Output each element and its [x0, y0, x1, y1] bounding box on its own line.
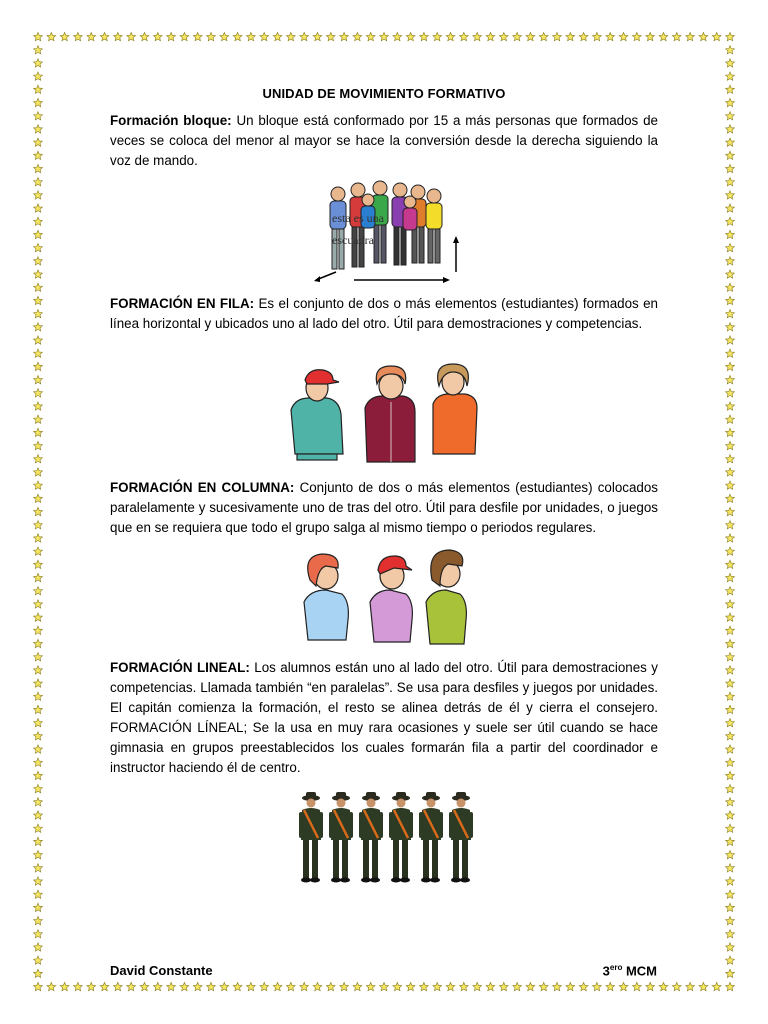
star-icon — [326, 982, 335, 990]
block-formation-illustration — [306, 180, 472, 286]
star-icon — [34, 217, 43, 225]
star-icon — [34, 560, 43, 568]
footer-grade — [603, 963, 657, 978]
star-icon — [460, 32, 469, 40]
star-icon — [726, 969, 735, 977]
star-icon — [726, 521, 735, 529]
star-icon — [646, 982, 655, 990]
star-icon — [726, 230, 735, 238]
star-icon — [486, 32, 495, 40]
star-icon — [34, 125, 43, 133]
star-icon — [513, 982, 522, 990]
star-icon — [34, 719, 43, 727]
star-icon — [499, 982, 508, 990]
star-icon — [726, 217, 735, 225]
star-icon — [420, 982, 429, 990]
star-icon — [34, 930, 43, 938]
star-icon — [34, 705, 43, 713]
star-icon — [47, 32, 56, 40]
star-icon — [300, 32, 309, 40]
section-formacion-bloque — [110, 111, 658, 171]
star-icon — [34, 903, 43, 911]
star-icon — [34, 969, 43, 977]
star-icon — [726, 46, 735, 54]
star-icon — [127, 982, 136, 990]
star-icon — [233, 982, 242, 990]
star-icon — [100, 32, 109, 40]
star-icon — [726, 771, 735, 779]
star-icon — [726, 389, 735, 397]
star-icon — [726, 59, 735, 67]
star-icon — [34, 587, 43, 595]
star-icon — [34, 112, 43, 120]
star-icon — [34, 521, 43, 529]
star-icon — [127, 32, 136, 40]
star-icon — [313, 982, 322, 990]
star-icon — [726, 415, 735, 423]
star-icon — [47, 982, 56, 990]
column-formation-illustration — [290, 546, 480, 650]
star-icon — [726, 982, 735, 990]
star-icon — [207, 32, 216, 40]
star-icon — [34, 494, 43, 502]
star-icon — [726, 441, 735, 449]
star-icon — [34, 296, 43, 304]
star-icon — [180, 982, 189, 990]
star-icon — [34, 349, 43, 357]
star-icon — [34, 310, 43, 318]
star-icon — [313, 32, 322, 40]
star-icon — [233, 32, 242, 40]
star-icon — [646, 32, 655, 40]
star-icon — [34, 59, 43, 67]
star-icon — [726, 164, 735, 172]
star-icon — [34, 244, 43, 252]
section-heading: FORMACIÓN LINEAL: — [110, 660, 250, 675]
star-icon — [460, 982, 469, 990]
star-icon — [726, 547, 735, 555]
star-icon — [433, 32, 442, 40]
star-icon — [659, 982, 668, 990]
star-icon — [566, 32, 575, 40]
star-icon — [486, 982, 495, 990]
star-icon — [726, 613, 735, 621]
star-icon — [153, 982, 162, 990]
star-icon — [34, 798, 43, 806]
section-heading: FORMACIÓN EN COLUMNA: — [110, 480, 295, 495]
star-icon — [380, 32, 389, 40]
image-overlay-text-2: escuadra — [332, 233, 374, 247]
star-icon — [726, 323, 735, 331]
star-icon — [712, 32, 721, 40]
star-icon — [34, 204, 43, 212]
soldier-icon — [449, 792, 473, 883]
star-icon — [726, 270, 735, 278]
star-icon — [140, 32, 149, 40]
star-icon — [393, 32, 402, 40]
star-icon — [539, 32, 548, 40]
star-icon — [34, 270, 43, 278]
grade-suffix: ero — [609, 963, 623, 972]
star-icon — [34, 785, 43, 793]
star-icon — [60, 982, 69, 990]
star-icon — [34, 257, 43, 265]
star-icon — [34, 811, 43, 819]
section-heading: FORMACIÓN EN FILA: — [110, 296, 255, 311]
star-icon — [34, 824, 43, 832]
star-icon — [473, 982, 482, 990]
star-icon — [34, 507, 43, 515]
star-icon — [34, 428, 43, 436]
star-icon — [726, 310, 735, 318]
star-icon — [686, 982, 695, 990]
star-icon — [34, 745, 43, 753]
star-icon — [726, 534, 735, 542]
star-icon — [726, 745, 735, 753]
star-icon — [34, 481, 43, 489]
star-icon — [593, 32, 602, 40]
star-icon — [260, 32, 269, 40]
star-icon — [34, 72, 43, 80]
star-icon — [726, 705, 735, 713]
star-icon — [260, 982, 269, 990]
star-icon — [420, 32, 429, 40]
star-icon — [366, 982, 375, 990]
star-icon — [34, 732, 43, 740]
section-text: Es el conjunto de dos o más elementos (estudiantes) formados en línea horizontal y ubicados uno al lado del otro. Útil para demostraciones y competencias. — [110, 296, 658, 331]
star-icon — [34, 877, 43, 885]
star-icon — [34, 455, 43, 463]
star-icon — [726, 785, 735, 793]
star-icon — [34, 851, 43, 859]
star-icon — [726, 560, 735, 568]
star-icon — [726, 191, 735, 199]
star-icon — [726, 362, 735, 370]
star-icon — [34, 402, 43, 410]
star-icon — [726, 851, 735, 859]
star-icon — [473, 32, 482, 40]
star-icon — [539, 982, 548, 990]
star-icon — [406, 32, 415, 40]
star-icon — [100, 982, 109, 990]
star-icon — [34, 468, 43, 476]
star-icon — [273, 982, 282, 990]
star-icon — [446, 982, 455, 990]
star-icon — [726, 507, 735, 515]
star-icon — [34, 441, 43, 449]
star-icon — [726, 178, 735, 186]
footer-author: David Constante — [110, 963, 213, 978]
star-icon — [726, 283, 735, 291]
star-icon — [114, 982, 123, 990]
star-icon — [153, 32, 162, 40]
star-icon — [726, 494, 735, 502]
star-icon — [34, 178, 43, 186]
star-icon — [393, 982, 402, 990]
star-icon — [726, 151, 735, 159]
star-icon — [633, 32, 642, 40]
star-icon — [34, 283, 43, 291]
star-icon — [686, 32, 695, 40]
star-icon — [34, 230, 43, 238]
star-icon — [34, 151, 43, 159]
star-icon — [593, 982, 602, 990]
star-icon — [619, 32, 628, 40]
star-icon — [726, 481, 735, 489]
row-formation-illustration — [287, 362, 481, 468]
star-icon — [672, 982, 681, 990]
star-icon — [726, 930, 735, 938]
star-icon — [579, 32, 588, 40]
image-overlay-text-1: esta es una — [332, 211, 384, 225]
star-icon — [726, 587, 735, 595]
star-icon — [726, 402, 735, 410]
star-icon — [406, 982, 415, 990]
star-icon — [566, 982, 575, 990]
star-icon — [34, 362, 43, 370]
star-icon — [34, 864, 43, 872]
star-icon — [553, 982, 562, 990]
star-icon — [726, 125, 735, 133]
star-icon — [633, 982, 642, 990]
star-icon — [499, 32, 508, 40]
star-icon — [726, 824, 735, 832]
star-icon — [606, 32, 615, 40]
star-icon — [726, 837, 735, 845]
star-icon — [34, 626, 43, 634]
star-icon — [300, 982, 309, 990]
star-icon — [726, 798, 735, 806]
star-icon — [726, 719, 735, 727]
star-icon — [287, 982, 296, 990]
star-icon — [726, 916, 735, 924]
star-icon — [726, 679, 735, 687]
star-icon — [34, 138, 43, 146]
star-icon — [34, 547, 43, 555]
star-icon — [34, 916, 43, 924]
star-icon — [34, 666, 43, 674]
star-icon — [726, 336, 735, 344]
star-icon — [34, 679, 43, 687]
star-icon — [167, 32, 176, 40]
star-icon — [247, 32, 256, 40]
star-icon — [34, 415, 43, 423]
star-icon — [726, 244, 735, 252]
star-icon — [180, 32, 189, 40]
star-icon — [606, 982, 615, 990]
star-icon — [87, 32, 96, 40]
star-icon — [34, 837, 43, 845]
star-icon — [699, 32, 708, 40]
star-icon — [220, 32, 229, 40]
star-icon — [220, 982, 229, 990]
star-icon — [34, 600, 43, 608]
star-icon — [287, 32, 296, 40]
star-icon — [726, 877, 735, 885]
star-icon — [140, 982, 149, 990]
star-icon — [34, 191, 43, 199]
star-icon — [699, 982, 708, 990]
star-icon — [193, 32, 202, 40]
star-icon — [726, 32, 735, 40]
section-text: Un bloque está conformado por 15 a más personas que formados de veces se coloca del menor al mayor se hace la conversión desde la derecha siguiendo la voz de mando. — [110, 113, 658, 168]
star-icon — [726, 296, 735, 304]
star-icon — [366, 32, 375, 40]
students-side-icon — [304, 550, 466, 644]
star-icon — [34, 956, 43, 964]
grade-label: MCM — [625, 963, 657, 979]
soldiers-line-illustration — [294, 790, 480, 886]
star-icon — [34, 534, 43, 542]
section-text: Los alumnos están uno al lado del otro. Útil para demostraciones y competencias. Llamada también “en paralelas”. Se usa para desfiles y juegos por unidades. El capitán comienza la formación, el resto se alinea detrás de él y cierra el consejero. FORMACIÓN LÍNEAL; Se la usa en muy rara ocasiones y suele ser útil cuando se hace gimnasia en grupos preestablecidos los cuales formarán fila a partir del coordinador e instructor haciendo él de centro. — [110, 660, 658, 775]
star-icon — [726, 666, 735, 674]
star-icon — [726, 138, 735, 146]
soldier-icon — [389, 792, 413, 883]
star-icon — [34, 982, 43, 990]
star-icon — [34, 573, 43, 581]
star-icon — [726, 890, 735, 898]
star-icon — [726, 758, 735, 766]
star-icon — [726, 349, 735, 357]
soldier-icon — [419, 792, 443, 883]
star-icon — [659, 32, 668, 40]
star-icon — [273, 32, 282, 40]
star-icon — [726, 573, 735, 581]
star-icon — [34, 613, 43, 621]
star-icon — [34, 943, 43, 951]
star-icon — [34, 653, 43, 661]
star-icon — [34, 323, 43, 331]
star-icon — [207, 982, 216, 990]
star-icon — [380, 982, 389, 990]
star-icon — [433, 982, 442, 990]
star-icon — [672, 32, 681, 40]
star-icon — [34, 771, 43, 779]
soldier-icon — [299, 792, 323, 883]
star-icon — [34, 639, 43, 647]
section-heading: Formación bloque: — [110, 113, 232, 128]
star-icon — [726, 864, 735, 872]
star-icon — [340, 32, 349, 40]
star-icon — [553, 32, 562, 40]
star-icon — [579, 982, 588, 990]
star-icon — [526, 32, 535, 40]
soldier-icon — [359, 792, 383, 883]
grade-number: 3 — [602, 963, 610, 979]
star-icon — [712, 982, 721, 990]
star-icon — [726, 811, 735, 819]
star-icon — [353, 982, 362, 990]
star-icon — [34, 692, 43, 700]
star-icon — [726, 626, 735, 634]
star-icon — [726, 653, 735, 661]
star-icon — [34, 336, 43, 344]
star-icon — [193, 982, 202, 990]
star-icon — [74, 982, 83, 990]
star-icon — [34, 758, 43, 766]
star-icon — [726, 257, 735, 265]
star-icon — [726, 72, 735, 80]
star-icon — [74, 32, 83, 40]
section-formacion-lineal — [110, 658, 658, 778]
star-icon — [726, 112, 735, 120]
star-icon — [60, 32, 69, 40]
star-icon — [353, 32, 362, 40]
star-icon — [247, 982, 256, 990]
section-formacion-columna — [110, 478, 658, 538]
section-text: Conjunto de dos o más elementos (estudiantes) colocados paralelamente y sucesivamente uno de tras del otro. Útil para desfile por unidades, o juegos que en se requiera que todo el grupo salga al mismo tiempo o periodos regulares. — [110, 480, 659, 535]
star-icon — [87, 982, 96, 990]
star-icon — [726, 639, 735, 647]
group-of-students-icon — [314, 181, 459, 283]
star-icon — [726, 732, 735, 740]
students-front-icon — [291, 364, 477, 462]
star-icon — [34, 890, 43, 898]
star-icon — [167, 982, 176, 990]
star-icon — [726, 692, 735, 700]
star-icon — [326, 32, 335, 40]
star-icon — [34, 376, 43, 384]
star-icon — [726, 428, 735, 436]
star-icon — [726, 956, 735, 964]
section-formacion-fila — [110, 294, 658, 334]
star-icon — [513, 32, 522, 40]
star-icon — [726, 376, 735, 384]
star-icon — [446, 32, 455, 40]
star-icon — [114, 32, 123, 40]
star-icon — [34, 389, 43, 397]
soldier-icon — [329, 792, 353, 883]
star-icon — [726, 455, 735, 463]
star-icon — [726, 204, 735, 212]
star-icon — [34, 164, 43, 172]
document-title: UNIDAD DE MOVIMIENTO FORMATIVO — [262, 86, 506, 101]
star-icon — [726, 903, 735, 911]
star-icon — [34, 32, 43, 40]
star-icon — [34, 46, 43, 54]
star-icon — [340, 982, 349, 990]
star-icon — [619, 982, 628, 990]
star-icon — [726, 600, 735, 608]
star-icon — [726, 943, 735, 951]
star-icon — [726, 468, 735, 476]
star-icon — [526, 982, 535, 990]
